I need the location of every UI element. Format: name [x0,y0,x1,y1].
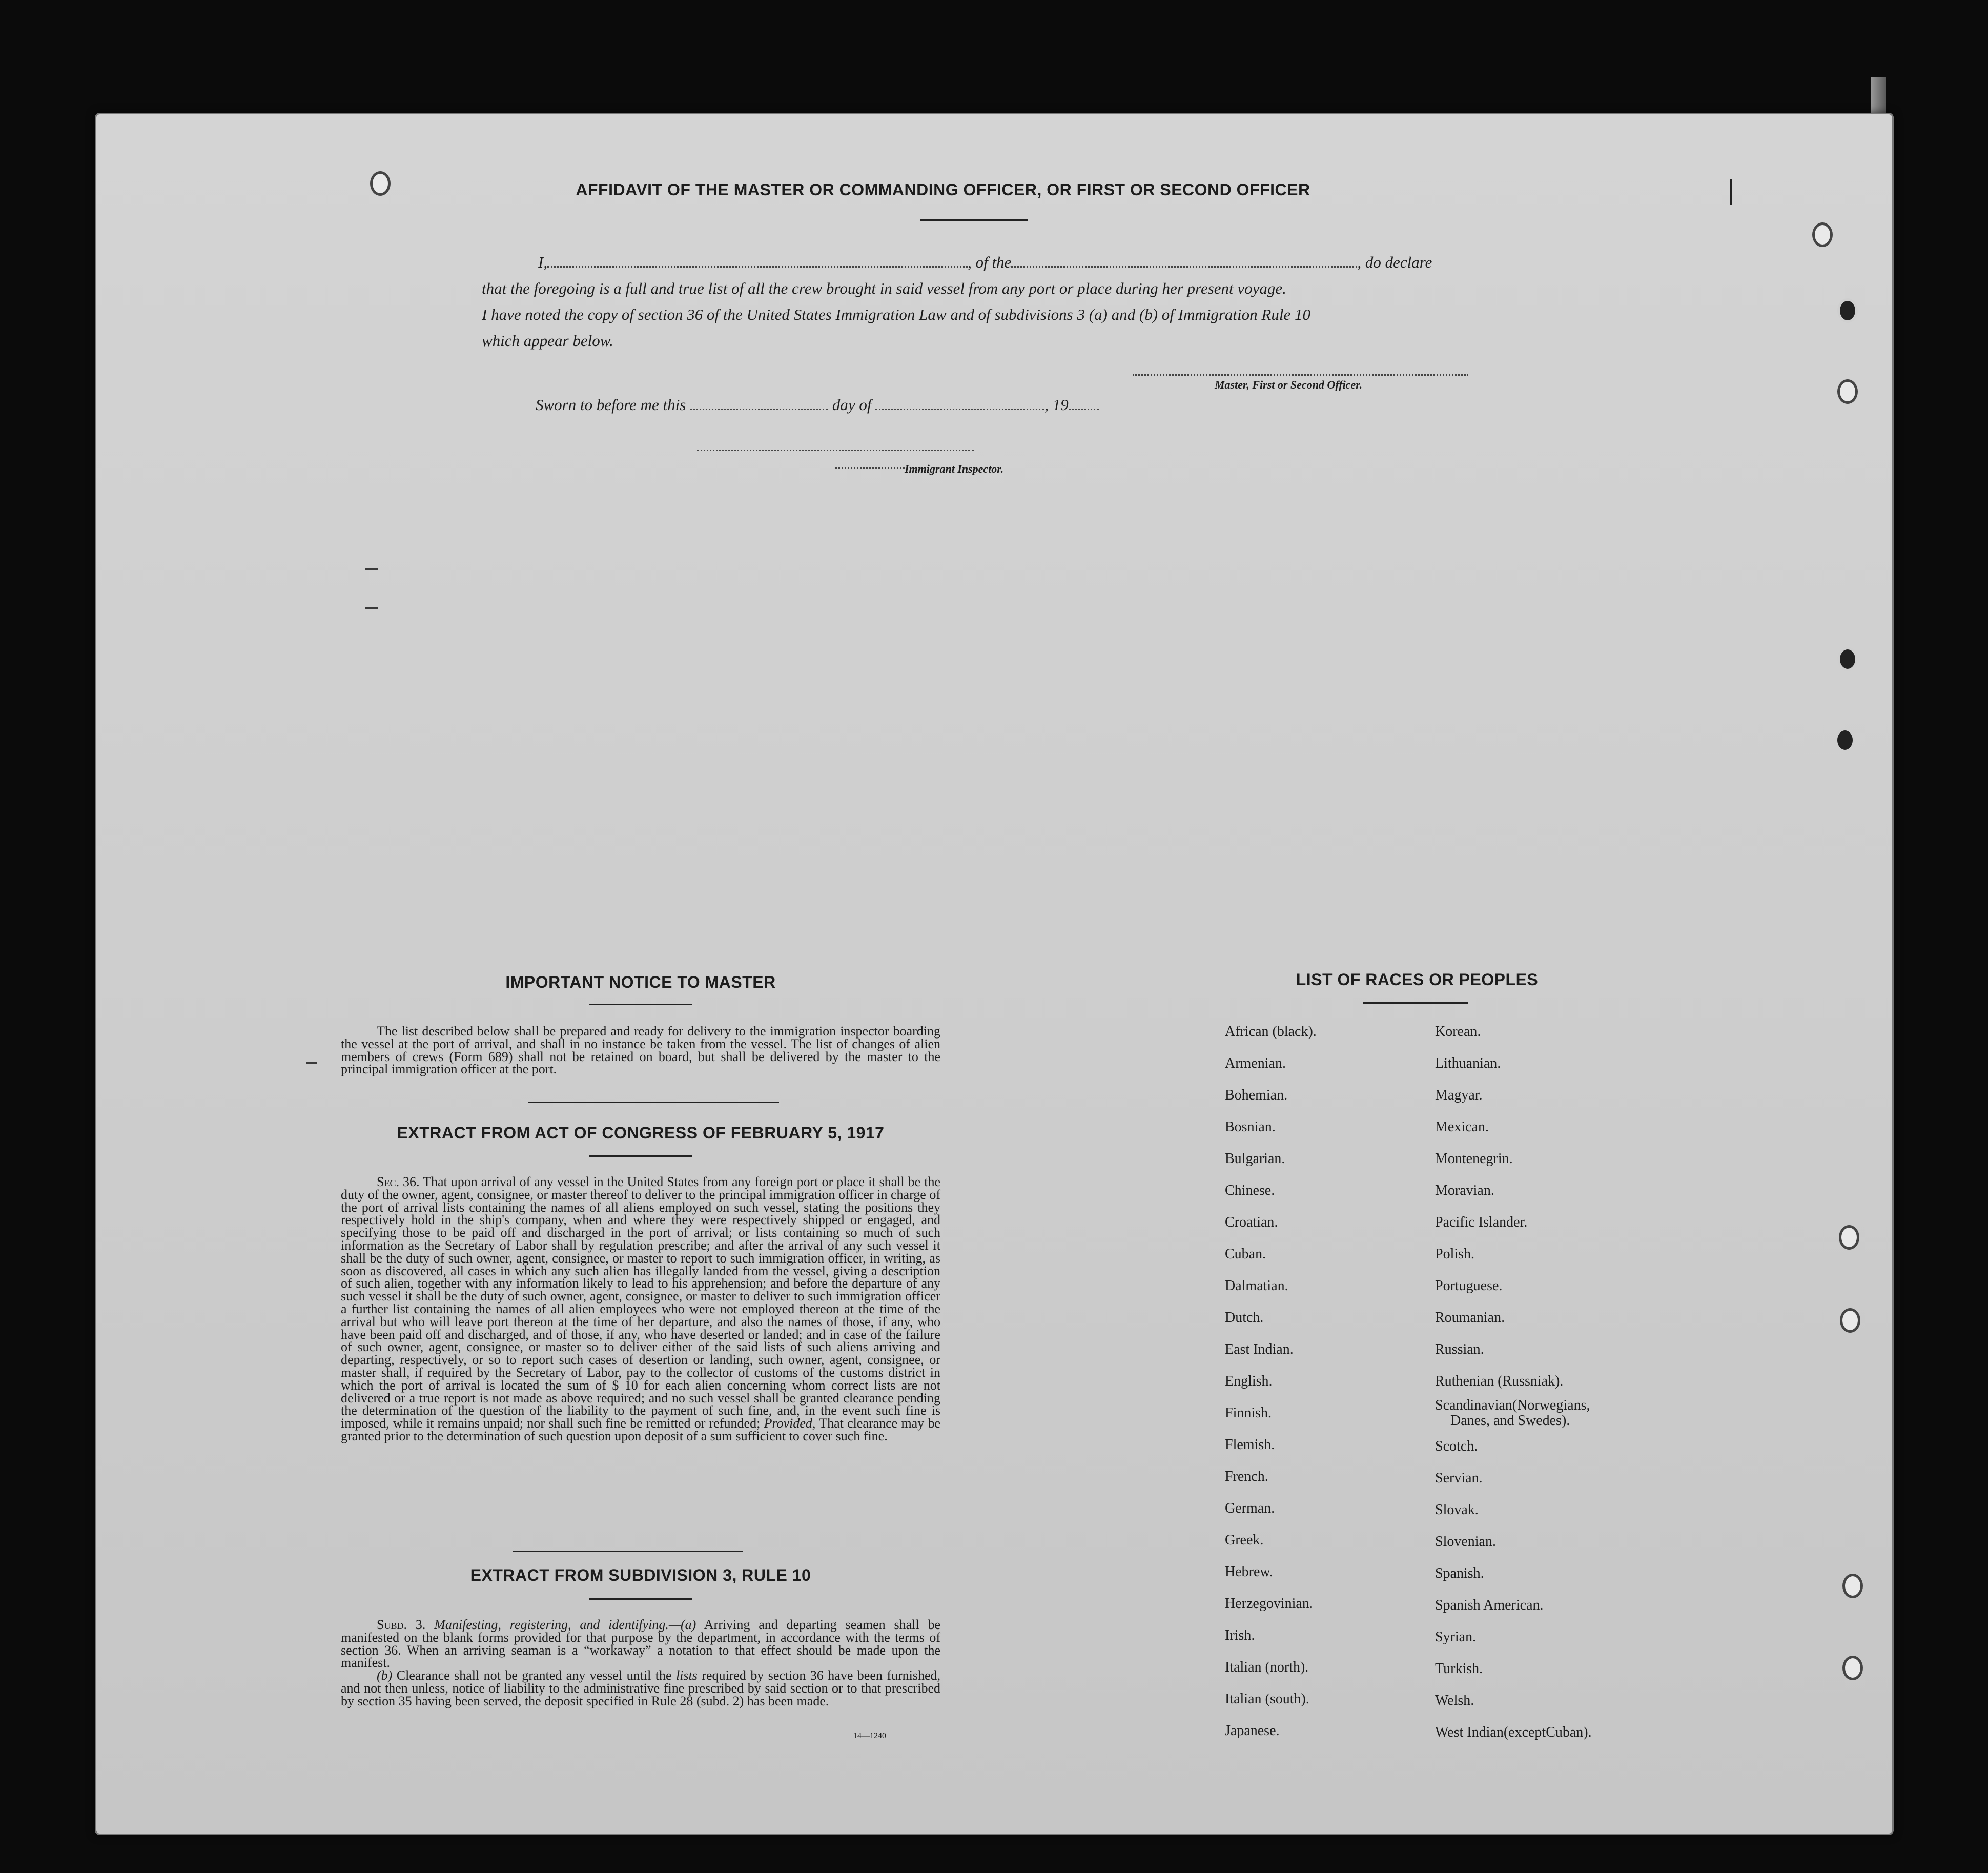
subd-label: Subd. 3. [377,1617,426,1632]
race-item: Italian (north). [1225,1659,1309,1675]
race-item: Italian (south). [1225,1691,1309,1707]
race-item: Irish. [1225,1627,1255,1643]
race-item: Slovak. [1435,1502,1479,1518]
form-number: 14—1240 [853,1732,886,1740]
race-item: Armenian. [1225,1055,1286,1071]
race-item: East Indian. [1225,1341,1294,1357]
notice-heading: IMPORTANT NOTICE TO MASTER [505,973,776,991]
race-item: Lithuanian. [1435,1055,1501,1071]
race-item: Magyar. [1435,1087,1483,1103]
master-signature-line[interactable] [1133,374,1468,376]
declaration-line-4: which appear below. [482,332,613,350]
race-item: Scotch. [1435,1438,1478,1454]
extract-act-text [341,1176,940,1443]
vessel-name-field[interactable] [1011,266,1357,268]
section-36-text-end: That clearance may be granted prior to the determination of such question upon deposit of a sum sufficient to cover such fine. [341,1416,941,1443]
race-item: Slovenian. [1435,1534,1496,1550]
race-item: Flemish. [1225,1437,1275,1453]
race-item: Bohemian. [1225,1087,1288,1103]
extract-rule-heading: EXTRACT FROM SUBDIVISION 3, RULE 10 [470,1566,811,1584]
stray-mark [365,607,378,609]
race-item: Croatian. [1225,1214,1278,1230]
race-item: Dutch. [1225,1310,1264,1326]
race-item: English. [1225,1373,1273,1389]
race-item: Mexican. [1435,1119,1489,1135]
affidavit-title: AFFIDAVIT OF THE MASTER OR COMMANDING OFFICER, OR FIRST OR SECOND OFFICER [576,180,1310,199]
races-rule [1363,1002,1468,1004]
para-b-text-1: Clearance shall not be granted any vessel until the [396,1668,672,1683]
race-item: Finnish. [1225,1405,1272,1421]
stray-mark [306,1062,317,1064]
race-item: West Indian(exceptCuban). [1435,1724,1592,1740]
para-b-text-2: required by section 36 have been furnished, and not then unless, notice of liability to the administrative fine prescribed by said section or to that prescribed by section 35 having been served, the deposit specified in Rule 28 (subd. 2) has been made. [341,1668,941,1708]
race-item: Pacific Islander. [1435,1214,1528,1230]
race-item: Scandinavian(Norwegians, [1435,1397,1590,1413]
binder-hole-icon [1812,222,1833,247]
section-divider [513,1551,743,1552]
stray-mark [1730,179,1732,205]
race-item: German. [1225,1500,1275,1516]
subd-title: Manifesting, registering, and identifying.—(a) [434,1617,696,1632]
race-item: Bulgarian. [1225,1151,1285,1167]
day-of-label: day of [832,396,872,414]
declaration-line-2: that the foregoing is a full and true list of all the crew brought in said vessel from any port or place during her present voyage. [482,279,1286,297]
inspector-label: Immigrant Inspector. [905,462,1004,475]
notice-text: The list described below shall be prepared and ready for delivery to the immigration inspector boarding the vessel at the port of arrival, and shall in no instance be taken from the vessel. The list of changes of alien members of crews (Form 689) shall not be retained on board, but shall be delivered by the master to the principal immigration officer at the port. [341,1024,940,1077]
section-36-text: That upon arrival of any vessel in the United States from any foreign port or place it shall be the duty of the owner, agent, consignee, or master thereof to deliver to the principal immigration officer in charge of the port of arrival lists containing the names of all aliens employed on such vessel, stating the positions they respectively hold in the ship's company, when and where they were respectively shipped or engaged, and specifying those to be paid off and discharged in the port of arrival; or lists containing so much of such information as the Secretary of Labor shall by regulation prescribe; and after the arrival of any such vessel it shall be the duty of such owner, agent, consignee, or master to report to such immigration officer, in writing, as soon as discovered, all cases in which any such alien has illegally landed from the vessel, giving a description of such alien, together with any information likely to lead to his apprehension; and before the departure of any such vessel it shall be the duty of such owner, agent, consignee, or master to deliver to such immigration officer a further list containing the names of all alien employees who were not employed thereon at the time of the arrival but who will leave port thereon at the time of her departure, and also the names of those, if any, who have been paid off and discharged, and of those, if any, who have deserted or landed; and in case of the failure of such owner, agent, consignee, or master so to deliver either of the said lists of such aliens arriving and departing, respectively, or so to report such cases of desertion or landing, such owner, agent, consignee, or master shall, if required by the Secretary of Labor, pay to the collector of customs of the customs district in which the port of arrival is located the sum of $ 10 for each alien concerning whom correct lists are not delivered or a true report is not made as above required; and no such vessel shall be granted clearance pending the determination of the question of the liability to the payment of such fine, and, in the event such fine is imposed, while it remains unpaid; nor shall such fine be remitted or refunded; [341,1174,941,1431]
sworn-month-field[interactable] [875,409,1044,410]
race-item: Servian. [1435,1470,1483,1486]
declarant-prefix: I, [538,253,548,271]
race-item: Russian. [1435,1341,1484,1357]
race-item: Bosnian. [1225,1119,1276,1135]
para-b-label: (b) [377,1668,393,1683]
race-item: Japanese. [1225,1723,1280,1739]
race-item: Cuban. [1225,1246,1266,1262]
race-item-continuation: Danes, and Swedes). [1450,1413,1570,1429]
inspector-dotted-lead [835,467,905,469]
extract-act-rule [589,1155,692,1157]
extract-act-heading: EXTRACT FROM ACT OF CONGRESS OF FEBRUARY 5, 1917 [397,1124,885,1142]
notice-rule [589,1004,692,1005]
title-rule [920,219,1028,221]
binder-hole-icon [1842,1656,1863,1680]
binder-hole-icon [1839,1225,1859,1250]
race-item: Greek. [1225,1532,1264,1548]
race-item: Welsh. [1435,1693,1474,1708]
para-a-text: Arriving and departing seamen shall be manifested on the blank forms provided for that purpose by the department, in accordance with the terms of section 36. When an arriving seaman is a “workaway” a notation to that effect should be made upon the manifest. [341,1617,941,1671]
binder-hole-icon [1837,647,1858,671]
race-item: Hebrew. [1225,1564,1273,1580]
binder-hole-icon [1837,379,1858,404]
binder-hole-icon [1837,298,1858,323]
rule-para-b [341,1670,940,1707]
sworn-day-field[interactable] [690,409,828,410]
binder-hole-icon [370,171,391,196]
declaration-line-3: I have noted the copy of section 36 of the United States Immigration Law and of subdivisions 3 (a) and (b) of Immigration Rule 10 [482,306,1310,323]
declarant-name-field[interactable] [547,266,968,268]
race-item: Spanish American. [1435,1597,1544,1613]
race-item: Turkish. [1435,1661,1483,1677]
race-item: African (black). [1225,1024,1317,1040]
races-heading: LIST OF RACES OR PEOPLES [1296,970,1539,989]
race-item: Portuguese. [1435,1278,1503,1294]
stray-mark [365,568,378,570]
extract-rule-rule [589,1598,692,1600]
form-sheet [95,113,1894,1835]
master-signature-label: Master, First or Second Officer. [1215,378,1363,391]
sworn-label: Sworn to before me this [536,396,686,414]
binder-hole-icon [1840,1308,1860,1333]
race-item: Chinese. [1225,1183,1275,1198]
race-item: Korean. [1435,1024,1481,1040]
race-item: French. [1225,1469,1268,1484]
section-divider [528,1102,779,1103]
inspector-signature-line[interactable] [697,450,974,451]
of-the-label: , of the [968,253,1012,271]
declaration-line-1 [482,249,1468,275]
race-item: Spanish. [1435,1565,1484,1581]
extract-rule-text [341,1619,940,1708]
race-item: Syrian. [1435,1629,1477,1645]
section-label: Sec. 36. [377,1174,420,1189]
race-item: Dalmatian. [1225,1278,1288,1294]
para-b-lists: lists [675,1668,698,1683]
rule-para-a [341,1619,940,1670]
sworn-line [536,396,1099,414]
race-item: Roumanian. [1435,1310,1505,1326]
race-item: Herzegovinian. [1225,1596,1313,1612]
race-item: Polish. [1435,1246,1475,1262]
provided-label: Provided, [764,1416,816,1431]
year-prefix: , 19 [1044,396,1069,414]
race-item: Moravian. [1435,1183,1494,1198]
race-item: Ruthenian (Russniak). [1435,1373,1564,1389]
race-item: Montenegrin. [1435,1151,1513,1167]
affidavit-declaration [482,249,1468,354]
sworn-year-field[interactable] [1069,409,1099,410]
binder-hole-icon [1835,728,1855,752]
binder-hole-icon [1842,1574,1863,1598]
do-declare-label: , do declare [1357,253,1432,271]
